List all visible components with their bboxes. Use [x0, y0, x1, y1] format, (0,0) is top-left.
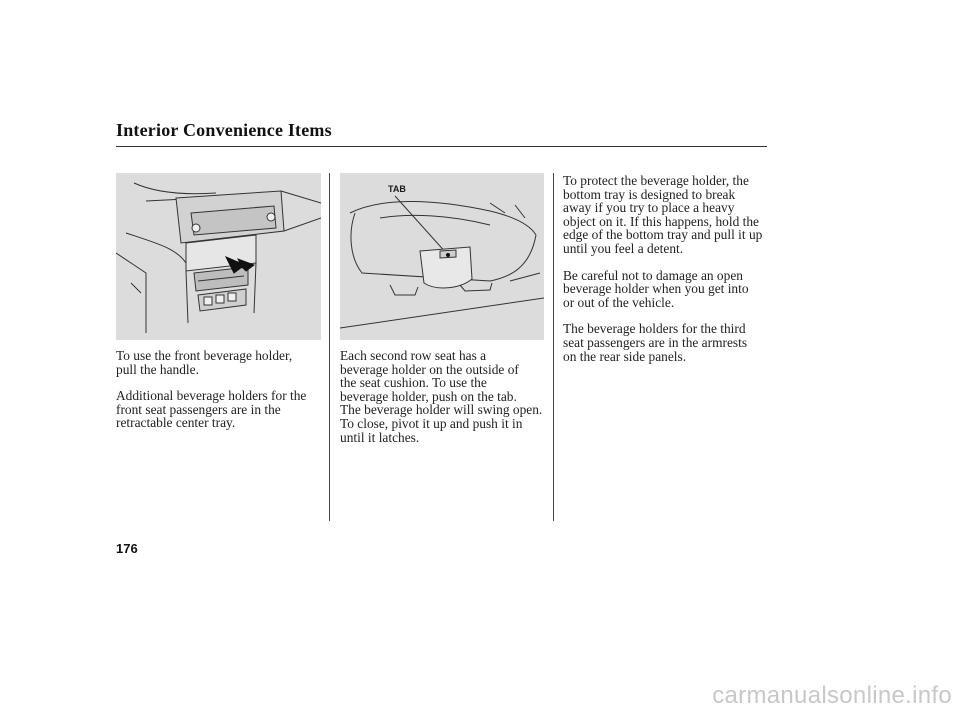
watermark: carmanualsonline.info	[712, 682, 952, 709]
column-divider-left	[329, 173, 330, 521]
middle-column-text	[340, 349, 550, 457]
page-number: 176	[116, 541, 138, 556]
paragraph: The beverage holders for the third seat passengers are in the armrests on the rear side panels.	[563, 321, 748, 364]
left-column-text	[116, 349, 326, 443]
tab-callout-label: TAB	[388, 184, 406, 194]
front-console-illustration	[116, 173, 321, 340]
column-divider-right	[553, 173, 554, 521]
page-title: Interior Convenience Items	[116, 120, 332, 140]
paragraph: Additional beverage holders for the front seat passengers are in the retractable center tray.	[116, 388, 307, 431]
paragraph: To protect the beverage holder, the bottom tray is designed to break away if you try to place a heavy object on it. If this happens, hold the edge of the bottom tray and pull it up until you feel a detent.	[563, 173, 763, 256]
paragraph: Be careful not to damage an open beverage holder when you get into or out of the vehicle.	[563, 267, 749, 310]
second-row-seat-illustration	[340, 173, 544, 340]
paragraph: Each second row seat has a beverage holder on the outside of the seat cushion. To use the beverage holder, push on the tab. The beverage holder will swing open. To close, pivot it up and push it in until it latches.	[340, 348, 543, 445]
header-rule	[116, 146, 767, 147]
front-console-drawing	[116, 173, 321, 340]
second-row-seat-drawing	[340, 173, 544, 340]
right-column-text	[563, 174, 773, 376]
paragraph: To use the front beverage holder, pull the handle.	[116, 348, 293, 377]
